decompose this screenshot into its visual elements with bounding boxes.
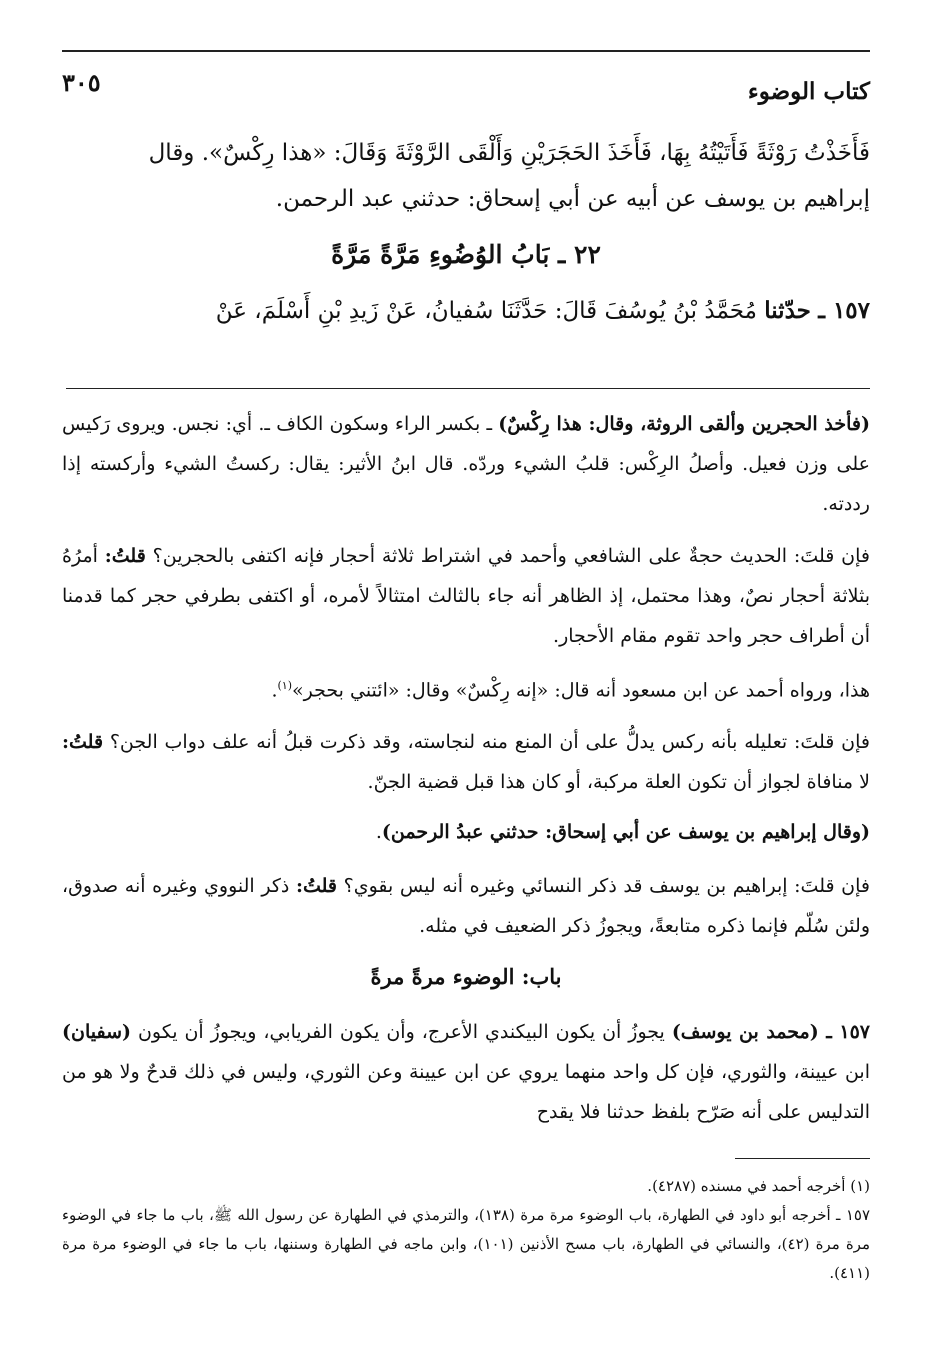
commentary-chapter-heading: باب: الوضوء مرةً مرةً (370, 964, 562, 989)
running-title: كتاب الوضوء (747, 78, 870, 105)
quoted-phrase: (فأخذ الحجرين وألقى الروثة، وقال: هذا رِكْسٌ) (498, 413, 870, 435)
commentary-text: يجوزُ أن يكون البيكندي الأعرج، وأن يكون الفريابي، ويجوزُ أن يكون (131, 1021, 672, 1043)
commentary-text: . (271, 679, 278, 702)
commentary-paragraph-4 (62, 722, 870, 802)
answer-marker: قلتُ: (104, 545, 146, 567)
hadith-chain: مُحَمَّدُ بْنُ يُوسُفَ قَالَ: حَدَّثَنَا سُفيانُ، عَنْ زَيدِ بْنِ أَسْلَمَ، عَنْ (215, 298, 757, 324)
commentary-paragraph-5 (62, 812, 870, 852)
commentary-text: . (375, 821, 382, 843)
hadith-line-2: إبراهيم بن يوسف عن أبيه عن أبي إسحاق: حدثني عبد الرحمن. (275, 186, 870, 212)
footnote-reference: (١) (277, 679, 293, 692)
commentary-text: ـ بكسر الراء وسكون الكاف ـ. أي: نجس. ويروى رَكيس على وزن فعيل. وأصلُ الرِكْس: قلبُ الشيء وردّه. قال ابنُ الأثير: يقال: ركستُ الشيء وأركسته إذا رددته. (62, 413, 870, 515)
footnote-1: (١) أخرجه أحمد في مسنده (٤٢٨٧). (647, 1177, 870, 1195)
commentary-text: هذا، ورواه أحمد عن ابن مسعود أنه قال: «إنه رِكْسٌ» وقال: «ائتني بحجر» (292, 679, 870, 702)
commentary-text: أمرُهُ بثلاثة أحجار نصٌ، وهذا محتمل، إذ الظاهر أنه جاء بالثالث امتثالاً لأمره، أو اكتفى بطرفي حجر كما قدمنا أن أطراف حجر واحد تقوم مقام الأحجار. (62, 545, 870, 647)
commentary-text: ذكر النووي وغيره أنه صدوق، ولئن سُلّم فإنما ذكره متابعةً، ويجوزُ ذكر الضعيف في مثله. (62, 875, 870, 937)
commentary-separator (66, 388, 870, 389)
answer-marker: قلتُ: (62, 731, 104, 753)
commentary-paragraph-7 (62, 1012, 870, 1132)
commentary-text: ابن عيينة، والثوري، فإن كل واحد منهما يروي عن ابن عيينة وعن الثوري، وليس في ذلك قدحٌ ولا هو من التدليس على أنه صَرّح بلفظ حدثنا فلا يقدح (62, 1061, 870, 1123)
quoted-phrase: (سفيان) (62, 1021, 131, 1043)
commentary-paragraph-1 (62, 404, 870, 524)
commentary-paragraph-2 (62, 536, 870, 656)
footnotes (62, 1172, 870, 1288)
commentary-paragraph-3 (62, 666, 870, 710)
footnote-separator (735, 1158, 870, 1159)
hadith-157-opening (62, 288, 870, 334)
header-rule (62, 50, 870, 52)
commentary-text: فإن قلتَ: تعليله بأنه ركس يدلُّ على أن المنع منه لنجاسته، وقد ذكرت قبلُ أنه علف دواب الجن؟ (103, 731, 870, 753)
commentary-text: فإن قلتَ: إبراهيم بن يوسف قد ذكر النسائي وغيره أنه ليس بقوي؟ (337, 875, 871, 897)
commentary-paragraph-6 (62, 866, 870, 946)
page-number: ٣٠٥ (62, 68, 101, 97)
quoted-phrase: (وقال إبراهيم بن يوسف عن أبي إسحاق: حدثني عبدُ الرحمن) (381, 821, 870, 843)
page-header (62, 68, 870, 118)
answer-marker: قلتُ: (295, 875, 337, 897)
chapter-heading: ٢٢ ـ بَابُ الوُضُوءِ مَرَّةً مَرَّةً (331, 240, 601, 269)
hadith-number: ١٥٧ ـ (818, 297, 870, 324)
commentary-text: لا منافاة لجواز أن تكون العلة مركبة، أو كان هذا قبل قضية الجنّ. (367, 771, 870, 793)
hadith-line-1: فَأَخَذْتُ رَوْثَةً فَأَتَيْتُهُ بِهَا، فَأَخَذَ الحَجَرَيْنِ وَأَلْقَى الرَّوْثَةَ وَقَالَ: «هذا رِكْسٌ». وقال (148, 140, 870, 166)
quoted-phrase: ١٥٧ ـ (محمد بن يوسف) (671, 1021, 870, 1043)
hadith-opening-word: حدّثنا (764, 297, 811, 324)
hadith-text-paragraph (62, 130, 870, 222)
commentary-text: فإن قلتَ: الحديث حجةٌ على الشافعي وأحمد في اشتراط ثلاثة أحجار فإنه اكتفى بالحجرين؟ (145, 545, 870, 567)
footnote-157: ١٥٧ ـ أخرجه أبو داود في الطهارة، باب الوضوء مرة مرة (١٣٨)، والترمذي في الطهارة عن رسول الله ﷺ، باب ما جاء في الوضوء مرة مرة (٤٢)، والنسائي في الطهارة، باب مسح الأذنين (١٠١)، وابن ماجه في الطهارة وسننها، باب ما جاء في الوضوء مرة مرة (٤١١). (62, 1206, 870, 1282)
